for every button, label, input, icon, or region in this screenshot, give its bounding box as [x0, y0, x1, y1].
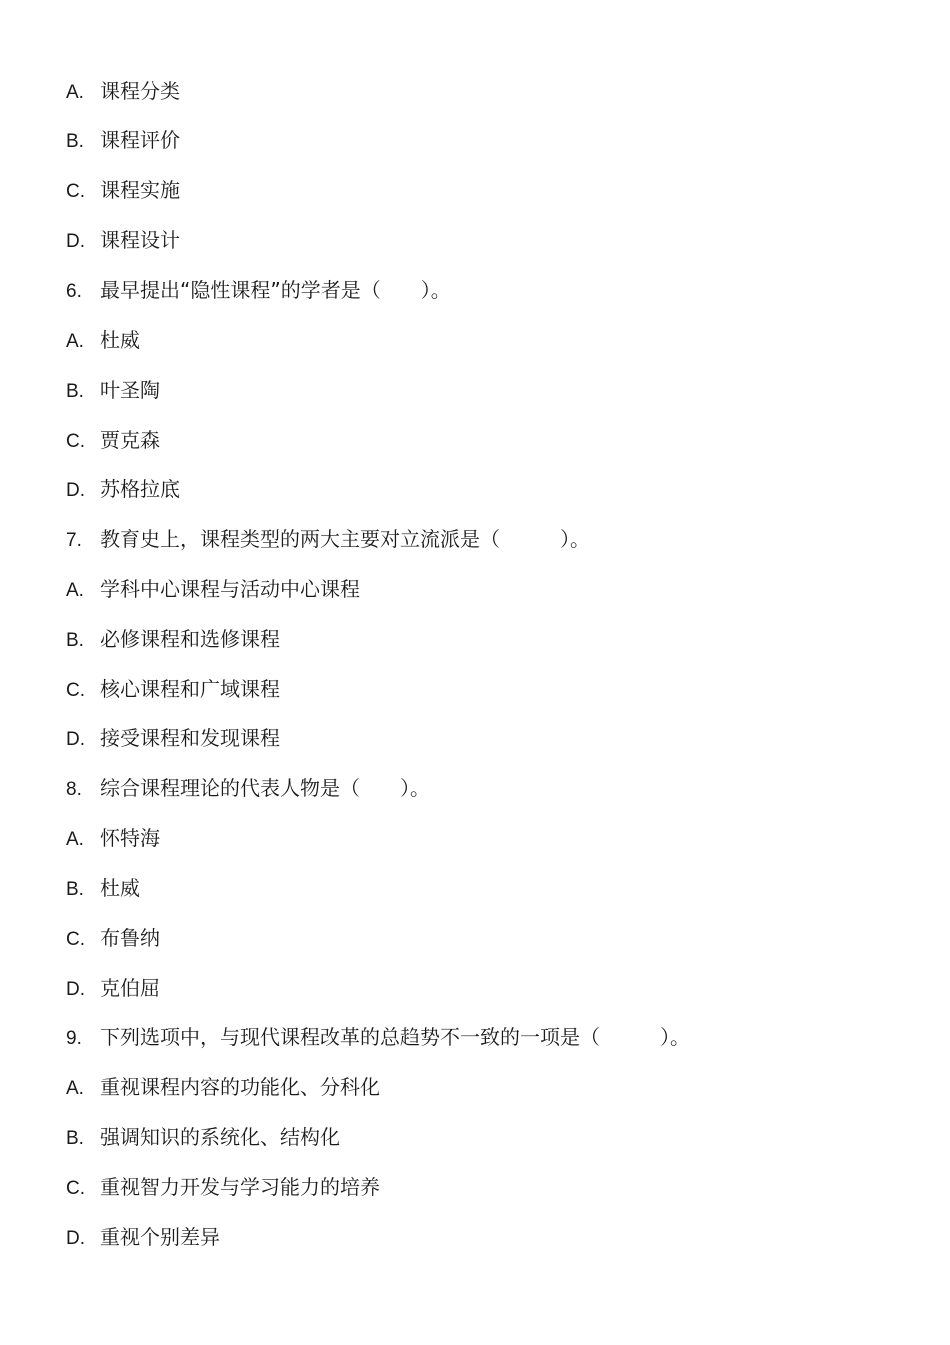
option-text: 必修课程和选修课程	[100, 627, 280, 651]
question-line	[66, 1022, 690, 1052]
option-line	[66, 375, 160, 405]
option-line	[66, 873, 140, 903]
option-text: 课程分类	[100, 79, 180, 103]
option-letter: A.	[66, 82, 84, 103]
question-number: 7.	[66, 530, 82, 551]
option-letter: C.	[66, 431, 85, 452]
option-line	[66, 973, 160, 1003]
option-line	[66, 474, 180, 504]
option-text: 重视课程内容的功能化、分科化	[100, 1075, 380, 1099]
option-line	[66, 723, 280, 753]
option-line	[66, 175, 180, 205]
question-number: 9.	[66, 1028, 82, 1049]
option-letter: C.	[66, 680, 85, 701]
option-text: 学科中心课程与活动中心课程	[100, 577, 360, 601]
option-letter: D.	[66, 979, 85, 1000]
option-letter: B.	[66, 630, 84, 651]
question-text: 最早提出“隐性课程”的学者是（ ）。	[100, 278, 451, 302]
option-text: 核心课程和广域课程	[100, 677, 280, 701]
option-line	[66, 1072, 380, 1102]
option-letter: B.	[66, 1128, 84, 1149]
option-text: 重视智力开发与学习能力的培养	[100, 1175, 380, 1199]
option-line	[66, 574, 360, 604]
option-text: 杜威	[100, 876, 140, 900]
option-line	[66, 823, 160, 853]
option-text: 怀特海	[100, 826, 160, 850]
question-line	[66, 524, 590, 554]
question-number: 8.	[66, 779, 82, 800]
option-text: 课程设计	[100, 228, 180, 252]
option-letter: D.	[66, 729, 85, 750]
option-text: 接受课程和发现课程	[100, 726, 280, 750]
option-line	[66, 125, 180, 155]
option-line	[66, 674, 280, 704]
option-letter: B.	[66, 879, 84, 900]
question-text: 下列选项中，与现代课程改革的总趋势不一致的一项是（ ）。	[100, 1025, 690, 1049]
option-line	[66, 76, 180, 106]
option-letter: A.	[66, 829, 84, 850]
option-text: 苏格拉底	[100, 477, 180, 501]
option-line	[66, 624, 280, 654]
option-line	[66, 923, 160, 953]
option-text: 课程评价	[100, 128, 180, 152]
option-letter: B.	[66, 131, 84, 152]
option-letter: A.	[66, 580, 84, 601]
option-text: 重视个别差异	[100, 1225, 220, 1249]
question-text: 教育史上，课程类型的两大主要对立流派是（ ）。	[100, 527, 590, 551]
option-letter: C.	[66, 181, 85, 202]
option-line	[66, 225, 180, 255]
option-line	[66, 325, 140, 355]
option-text: 贾克森	[100, 428, 160, 452]
option-text: 强调知识的系统化、结构化	[100, 1125, 340, 1149]
option-letter: B.	[66, 381, 84, 402]
option-letter: A.	[66, 331, 84, 352]
option-text: 克伯屈	[100, 976, 160, 1000]
question-text: 综合课程理论的代表人物是（ ）。	[100, 776, 430, 800]
option-letter: D.	[66, 1228, 85, 1249]
option-line	[66, 1122, 340, 1152]
option-letter: C.	[66, 1178, 85, 1199]
option-letter: A.	[66, 1078, 84, 1099]
option-text: 叶圣陶	[100, 378, 160, 402]
option-letter: D.	[66, 480, 85, 501]
question-line	[66, 773, 430, 803]
question-number: 6.	[66, 281, 82, 302]
option-letter: D.	[66, 231, 85, 252]
option-letter: C.	[66, 929, 85, 950]
option-text: 布鲁纳	[100, 926, 160, 950]
option-line	[66, 1222, 220, 1252]
option-line	[66, 1172, 380, 1202]
option-text: 杜威	[100, 328, 140, 352]
option-text: 课程实施	[100, 178, 180, 202]
option-line	[66, 425, 160, 455]
question-line	[66, 275, 451, 305]
